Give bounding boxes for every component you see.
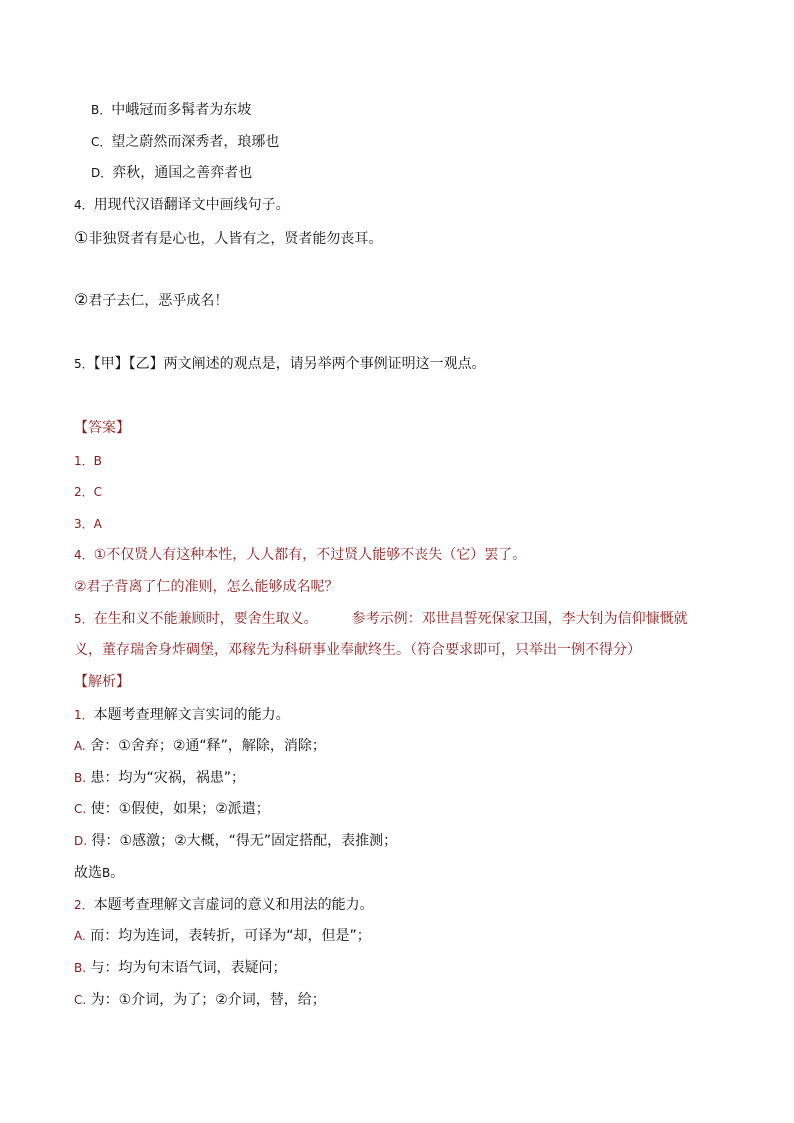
- item-label: B.: [74, 961, 87, 975]
- analysis-1-conclusion: [74, 863, 124, 883]
- analysis-number: 1．: [74, 708, 94, 722]
- analysis-heading: 【解析】: [74, 674, 130, 690]
- question-5: [74, 354, 486, 374]
- item-text: 非独贤者有是心也，人皆有之，贤者能勿丧耳。: [88, 231, 383, 247]
- item-text: 舍：①舍弃；②通“释”，解除，消除；: [90, 738, 326, 754]
- answer-text: C: [93, 485, 103, 499]
- item-label: C.: [74, 993, 87, 1007]
- question-text: 用现代汉语翻译文中画线句子。: [93, 197, 290, 213]
- analysis-1: [74, 705, 290, 725]
- question-4-item-2: [74, 290, 228, 311]
- option-text: 中峨冠而多髯者为东坡: [111, 102, 252, 118]
- answer-4-line-1: [74, 545, 526, 565]
- question-4-item-1: [74, 228, 382, 249]
- answer-text: B: [93, 454, 102, 468]
- answer-2: [74, 482, 102, 502]
- item-label: A.: [74, 739, 86, 753]
- option-text: 弈秋，通国之善弈者也: [112, 165, 253, 181]
- answer-text: 在生和义不能兼顾时，要舍生取义。: [93, 611, 318, 627]
- conclusion-answer: B: [102, 866, 111, 880]
- analysis-number: 2．: [74, 898, 94, 912]
- answer-number: 5．: [74, 612, 94, 626]
- question-4: [74, 195, 290, 215]
- option-label: B．: [91, 103, 112, 117]
- analysis-1-item-c: [74, 799, 270, 819]
- answer-example: 参考示例：邓世昌誓死保家卫国，李大钊为信仰慷慨就: [351, 611, 688, 627]
- item-text: 使：①假使，如果；②派遣；: [90, 801, 270, 817]
- analysis-text: 本题考查理解文言实词的能力。: [93, 707, 290, 723]
- question-number: 4．: [74, 198, 94, 212]
- item-label: A.: [74, 929, 86, 943]
- option-label: D．: [91, 166, 113, 180]
- option-text: 望之蔚然而深秀者，琅琊也: [111, 134, 280, 150]
- item-label: B.: [74, 771, 87, 785]
- answers-heading: 【答案】: [74, 420, 130, 436]
- answer-text: A: [93, 517, 102, 531]
- answer-text: ①不仅贤人有这种本性，人人都有，不过贤人能够不丧失（它）罢了。: [93, 547, 527, 563]
- option-label: C．: [91, 135, 112, 149]
- option-c: [91, 132, 279, 152]
- answer-4-line-2: ②君子背离了仁的准则，怎么能够成名呢？: [74, 579, 339, 595]
- answer-5-line-1: [74, 609, 688, 629]
- answer-5-line-2: 义，董存瑞舍身炸碉堡，邓稼先为科研事业奉献终生。（符合要求即可，只举出一例不得分）: [74, 642, 641, 658]
- analysis-1-item-a: [74, 736, 326, 756]
- question-number: 5．: [74, 357, 94, 371]
- option-b: [91, 100, 251, 120]
- answer-number: 4．: [74, 548, 94, 562]
- answer-3: [74, 514, 102, 534]
- item-text: 患：均为“灾祸，祸患”；: [90, 770, 246, 786]
- item-label: C.: [74, 802, 87, 816]
- item-text: 为：①介词，为了；②介词，替，给；: [90, 992, 326, 1008]
- item-text: 得：①感激；②大概，“得无”固定搭配，表推测；: [91, 833, 398, 849]
- item-text: 君子去仁，恶乎成名！: [88, 293, 229, 309]
- analysis-1-item-d: [74, 831, 397, 851]
- analysis-2: [74, 895, 374, 915]
- answer-number: 3．: [74, 517, 94, 531]
- item-label: D.: [74, 834, 88, 848]
- analysis-text: 本题考查理解文言虚词的意义和用法的能力。: [93, 897, 374, 913]
- analysis-2-item-c: [74, 990, 326, 1010]
- analysis-1-item-b: [74, 768, 245, 788]
- circled-number: ②: [74, 290, 89, 309]
- option-d: [91, 163, 252, 183]
- item-text: 与：均为句末语气词，表疑问；: [90, 960, 287, 976]
- answer-1: [74, 451, 102, 471]
- item-text: 而：均为连词，表转折，可译为“却，但是”；: [90, 928, 371, 944]
- question-text: 【甲】【乙】两文阐述的观点是，请另举两个事例证明这一观点。: [93, 356, 486, 372]
- conclusion-text: 故选: [74, 865, 102, 881]
- answer-number: 1．: [74, 454, 94, 468]
- circled-number: ①: [74, 228, 89, 247]
- analysis-2-item-a: [74, 926, 371, 946]
- analysis-2-item-b: [74, 958, 287, 978]
- answer-number: 2．: [74, 485, 94, 499]
- conclusion-end: 。: [110, 865, 125, 881]
